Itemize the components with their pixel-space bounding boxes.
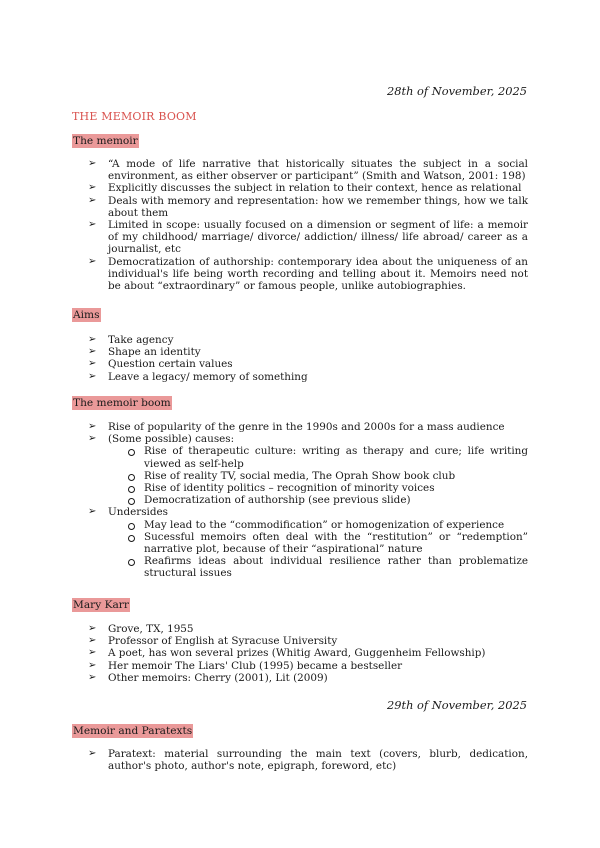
list-item: ➢ Professor of English at Syracuse University	[88, 635, 338, 648]
arrow-bullet-icon: ➢	[88, 370, 97, 382]
list-item: ➢ Leave a legacy/ memory of something	[88, 370, 308, 383]
arrow-bullet-icon: ➢	[88, 219, 97, 231]
list-item: ➢ Question certain values	[88, 358, 233, 371]
list-item: ➢ Grove, TX, 1955	[88, 623, 194, 635]
mary-karr-list	[72, 623, 528, 684]
arrow-bullet-icon: ➢	[88, 659, 97, 671]
list-item: ➢ A poet, has won several prizes (Whitig Award, Guggenheim Fellowship)	[88, 647, 486, 660]
arrow-bullet-icon: ➢	[88, 647, 97, 659]
section-heading-memoir: The memoir	[73, 135, 138, 147]
date-heading: 29th of November, 2025	[387, 698, 527, 712]
arrow-bullet-icon: ➢	[88, 182, 97, 194]
list-item: ➢ Her memoir The Liars' Club (1995) became a bestseller	[88, 659, 403, 672]
list-item: ➢ Limited in scope: usually focused on a dimension or segment of life: a memoir of my childhood/ marriage/ divorce/ addiction/ illness/ life abroad/ career as a journalist, etc	[88, 219, 528, 256]
section-heading-mary-karr: Mary Karr	[73, 599, 129, 611]
causes-sublist	[108, 445, 528, 506]
arrow-bullet-icon: ➢	[88, 255, 97, 267]
aims-list	[72, 334, 528, 383]
list-item: ➢ Democratization of authorship: contemporary idea about the uniqueness of an individual's life being worth recording and telling about it. Memoirs need not be about “extraordinary” or famous people, unlike autobiographies.	[88, 255, 528, 293]
sublist-item: Sucessful memoirs often deal with the “restitution” or “redemption” narrative plot, because of their “aspirational” nature	[108, 531, 528, 555]
arrow-bullet-icon: ➢	[88, 358, 97, 370]
list-item: ➢ Shape an identity	[88, 346, 201, 359]
list-item: ➢ Take agency	[88, 334, 174, 346]
sublist-item: Rise of identity politics – recognition of minority voices	[108, 482, 528, 494]
arrow-bullet-icon: ➢	[88, 334, 97, 345]
section-heading-aims: Aims	[73, 309, 100, 321]
circle-bullet-icon	[128, 498, 135, 505]
list-item: ➢ “A mode of life narrative that historically situates the subject in a social environment, as either observer or participant” (Smith and Watson, 2001: 198)	[88, 158, 528, 183]
list-item: ➢ Explicitly discusses the subject in relation to their context, hence as relational	[88, 182, 522, 195]
circle-bullet-icon	[128, 523, 135, 530]
arrow-bullet-icon: ➢	[88, 635, 97, 647]
sublist-item: Rise of reality TV, social media, The Oprah Show book club	[108, 470, 528, 482]
list-item: ➢ (Some possible) causes: Rise of therapeutic culture: writing as therapy and cure; life writing viewed as self-help Rise of reality TV, social media, The Oprah Show book club Rise of identity politics – recognition of minority voices Democratization of authorship (see previous slide)	[88, 433, 528, 507]
sublist-item: Rise of therapeutic culture: writing as therapy and cure; life writing viewed as self-help	[108, 445, 528, 469]
arrow-bullet-icon: ➢	[88, 748, 97, 759]
arrow-bullet-icon: ➢	[88, 421, 97, 432]
arrow-bullet-icon: ➢	[88, 433, 97, 445]
list-item: ➢ Rise of popularity of the genre in the 1990s and 2000s for a mass audience	[88, 421, 505, 433]
memoir-boom-list	[72, 421, 528, 580]
list-item: ➢ Undersides May lead to the “commodification” or homogenization of experience Sucessful memoirs often deal with the “restitution” or “redemption” narrative plot, because of their “aspirational” nature Reafirms ideas about individual resilience rather than problematize structural issues	[88, 506, 528, 580]
sublist-item: Reafirms ideas about individual resilience rather than problematize structural issues	[108, 555, 528, 579]
date-heading: 28th of November, 2025	[387, 84, 527, 98]
circle-bullet-icon	[128, 474, 135, 481]
circle-bullet-icon	[128, 535, 135, 542]
memoir-list	[72, 158, 528, 292]
sublist-item: May lead to the “commodification” or homogenization of experience	[108, 519, 528, 531]
list-item: ➢ Paratext: material surrounding the main text (covers, blurb, dedication, author's photo, author's note, epigraph, foreword, etc)	[88, 748, 528, 773]
document-title: THE MEMOIR BOOM	[72, 110, 197, 123]
paratexts-list	[72, 748, 528, 772]
arrow-bullet-icon: ➢	[88, 671, 97, 683]
arrow-bullet-icon: ➢	[88, 158, 97, 169]
section-heading-memoir-paratexts: Memoir and Paratexts	[73, 725, 193, 737]
section-heading-memoir-boom: The memoir boom	[73, 397, 171, 409]
list-item: ➢ Deals with memory and representation: how we remember things, how we talk about them	[88, 194, 528, 219]
circle-bullet-icon	[128, 559, 135, 566]
undersides-sublist	[108, 519, 528, 580]
arrow-bullet-icon: ➢	[88, 506, 97, 518]
circle-bullet-icon	[128, 449, 135, 456]
circle-bullet-icon	[128, 486, 135, 493]
list-item: ➢ Other memoirs: Cherry (2001), Lit (2009)	[88, 671, 328, 684]
sublist-item: Democratization of authorship (see previous slide)	[108, 494, 528, 506]
arrow-bullet-icon: ➢	[88, 623, 97, 634]
arrow-bullet-icon: ➢	[88, 346, 97, 358]
arrow-bullet-icon: ➢	[88, 194, 97, 206]
